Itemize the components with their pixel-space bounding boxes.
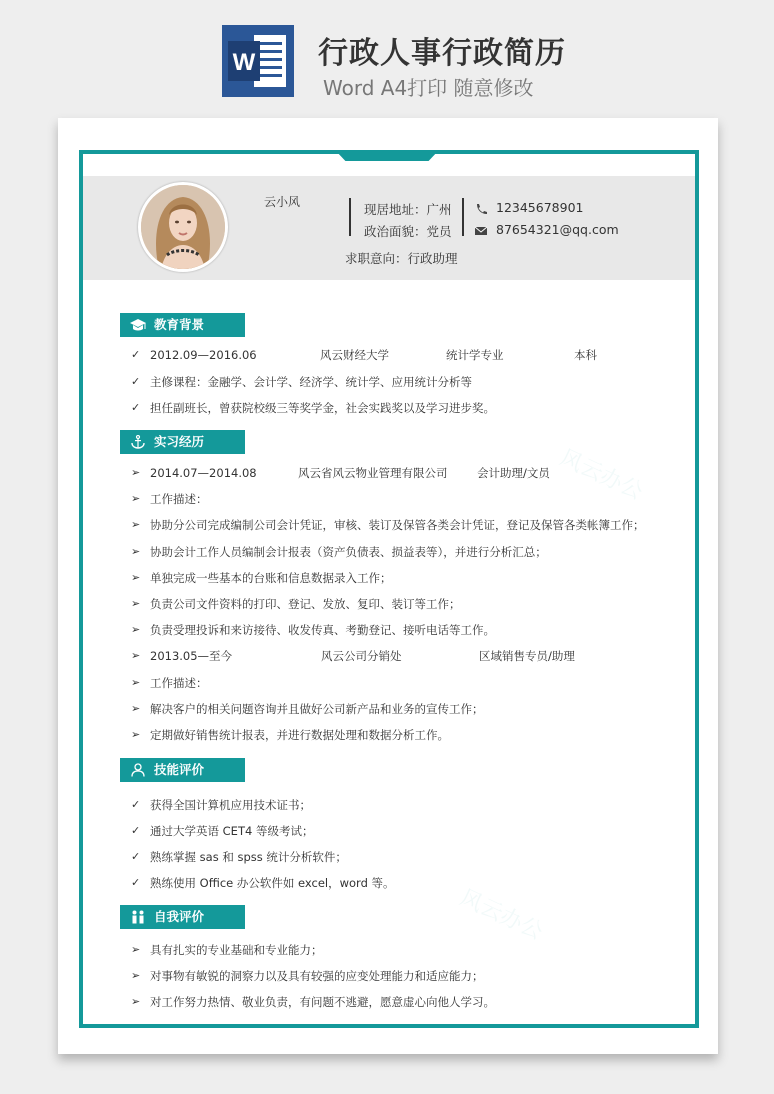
skill-item: 通过大学英语 CET4 等级考试；	[150, 824, 314, 838]
watermark: 风云办公	[555, 445, 647, 506]
email-row	[474, 222, 619, 237]
check-mark: ✓	[131, 850, 141, 863]
email-icon	[474, 225, 488, 237]
skill-item: 熟练使用 Office 办公软件如 excel，word 等。	[150, 876, 395, 890]
check-mark: ✓	[131, 798, 141, 811]
section-header-skills	[120, 758, 245, 782]
graduation-cap-icon	[130, 318, 146, 332]
job1-company: 风云省风云物业管理有限公司	[298, 466, 448, 480]
arrow-mark: ➢	[131, 518, 141, 531]
job2-desc-label: 工作描述：	[150, 676, 208, 690]
check-mark: ✓	[131, 824, 141, 837]
job1-duty: 协助会计工作人员编制会计报表（资产负债表、损益表等），并进行分析汇总；	[150, 545, 547, 559]
email-address: 87654321@qq.com	[496, 222, 619, 237]
banner-subtitle: Word A4打印 随意修改	[323, 76, 534, 100]
check-mark: ✓	[131, 375, 141, 388]
job1-duty: 负责公司文件资料的打印、登记、发放、复印、装订等工作；	[150, 597, 461, 611]
section-header-education	[120, 313, 245, 337]
watermark: 风云办公	[455, 885, 547, 946]
edu-date: 2012.09—2016.06	[150, 348, 257, 362]
arrow-mark: ➢	[131, 597, 141, 610]
anchor-icon	[130, 435, 146, 449]
check-mark: ✓	[131, 876, 141, 889]
job1-duty: 协助分公司完成编制公司会计凭证，审核、装订及保管各类会计凭证，登记及保管各类帐簿工作；	[150, 518, 645, 532]
self-item: 对事物有敏锐的洞察力以及具有较强的应变处理能力和适应能力；	[150, 969, 484, 983]
user-icon	[130, 763, 146, 777]
section-title: 自我评价	[154, 909, 205, 924]
phone-row	[474, 200, 583, 215]
arrow-mark: ➢	[131, 492, 141, 505]
job2-role: 区域销售专员/助理	[479, 649, 575, 663]
edu-courses: 主修课程：金融学、会计学、经济学、统计学、应用统计分析等	[150, 375, 472, 389]
word-icon-letter: W	[232, 49, 256, 76]
arrow-mark: ➢	[131, 969, 141, 982]
job2-company: 风云公司分销处	[321, 649, 402, 663]
divider	[462, 198, 464, 236]
resume-page	[58, 118, 718, 1054]
skill-item: 熟练掌握 sas 和 spss 统计分析软件；	[150, 850, 347, 864]
banner-title: 行政人事行政简历	[318, 36, 566, 71]
job2-duty: 解决客户的相关问题咨询并且做好公司新产品和业务的宣传工作；	[150, 702, 484, 716]
job1-duty: 单独完成一些基本的台账和信息数据录入工作；	[150, 571, 392, 585]
phone-icon	[474, 203, 488, 215]
arrow-mark: ➢	[131, 728, 141, 741]
section-title: 技能评价	[154, 762, 205, 777]
job1-role: 会计助理/文员	[477, 466, 550, 480]
page-frame	[79, 150, 699, 1028]
arrow-mark: ➢	[131, 995, 141, 1008]
section-title: 实习经历	[154, 434, 205, 449]
arrow-mark: ➢	[131, 702, 141, 715]
avatar	[138, 182, 228, 272]
check-mark: ✓	[131, 348, 141, 361]
arrow-mark: ➢	[131, 676, 141, 689]
section-header-self-assessment	[120, 905, 245, 929]
edu-honors: 担任副班长，曾获院校级三等奖学金，社会实践奖以及学习进步奖。	[150, 401, 495, 415]
word-document-icon	[222, 25, 294, 97]
self-item: 具有扎实的专业基础和专业能力；	[150, 943, 323, 957]
arrow-mark: ➢	[131, 466, 141, 479]
candidate-name: 云小风	[264, 195, 301, 209]
job1-desc-label: 工作描述：	[150, 492, 208, 506]
arrow-mark: ➢	[131, 649, 141, 662]
job-objective: 求职意向：行政助理	[345, 251, 458, 266]
job2-duty: 定期做好销售统计报表，并进行数据处理和数据分析工作。	[150, 728, 449, 742]
arrow-mark: ➢	[131, 943, 141, 956]
divider	[349, 198, 351, 236]
frame-notch	[335, 150, 439, 161]
edu-major: 统计学专业	[446, 348, 504, 362]
arrow-mark: ➢	[131, 545, 141, 558]
address: 现居地址：广州	[364, 202, 452, 217]
self-item: 对工作努力热情、敬业负责，有问题不逃避，愿意虚心向他人学习。	[150, 995, 495, 1009]
skill-item: 获得全国计算机应用技术证书；	[150, 798, 311, 812]
arrow-mark: ➢	[131, 623, 141, 636]
job2-date: 2013.05—至今	[150, 649, 233, 663]
section-header-internship	[120, 430, 245, 454]
job1-duty: 负责受理投诉和来访接待、收发传真、考勤登记、接听电话等工作。	[150, 623, 495, 637]
phone-number: 12345678901	[496, 200, 584, 215]
arrow-mark: ➢	[131, 571, 141, 584]
edu-school: 风云财经大学	[320, 348, 389, 362]
section-title: 教育背景	[154, 317, 205, 332]
edu-degree: 本科	[574, 348, 597, 362]
job1-date: 2014.07—2014.08	[150, 466, 257, 480]
people-icon	[130, 910, 146, 924]
check-mark: ✓	[131, 401, 141, 414]
political-status: 政治面貌：党员	[364, 224, 452, 239]
